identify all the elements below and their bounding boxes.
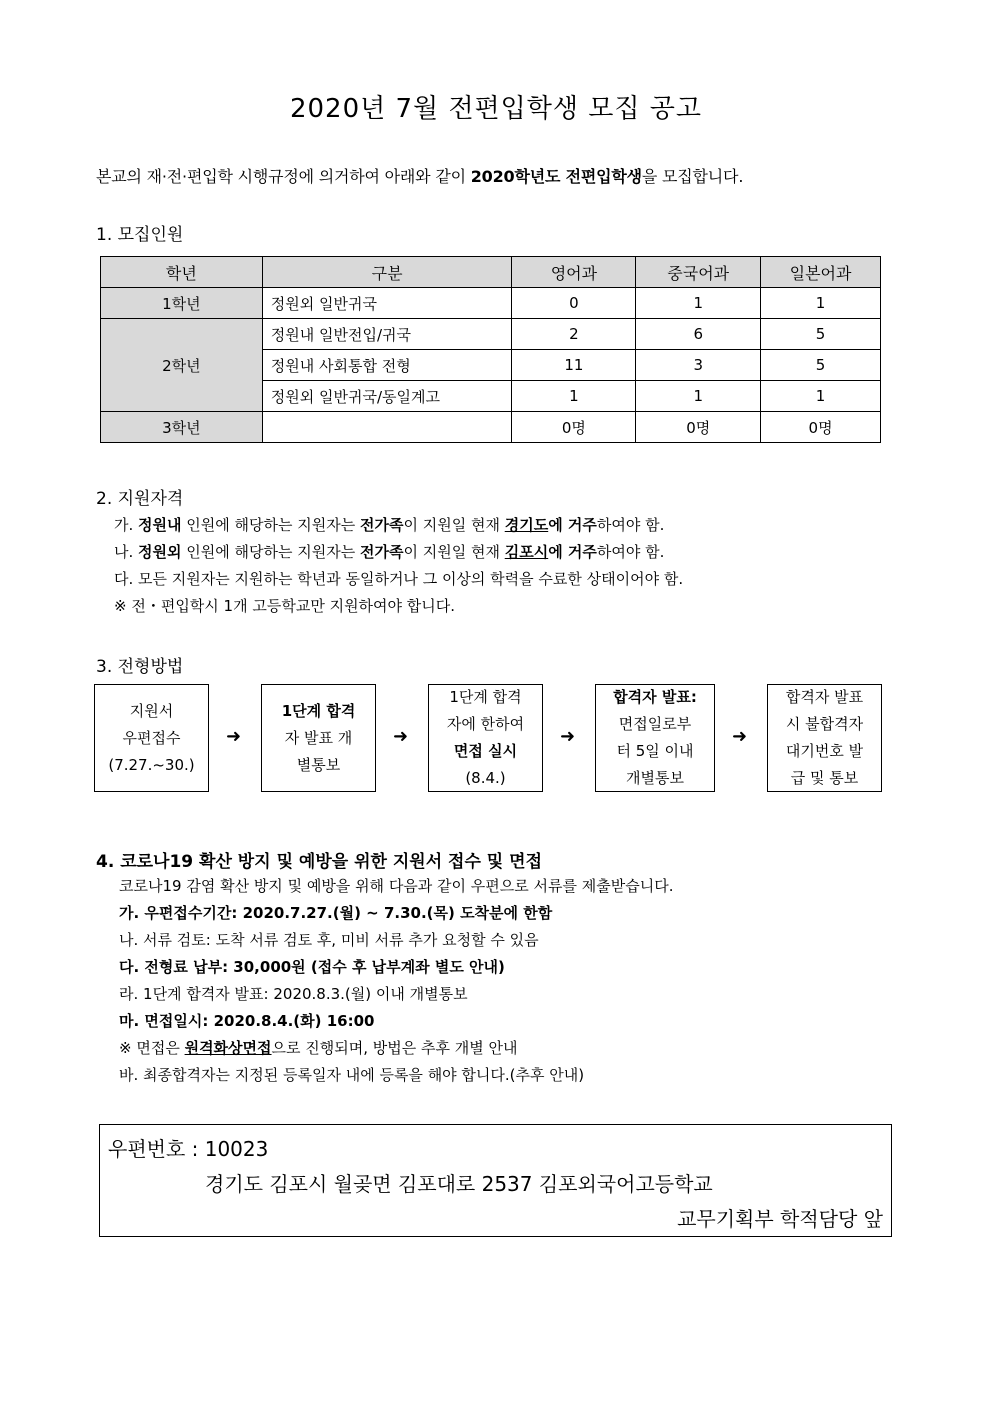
text-underlined: 원격화상면접 <box>184 1039 272 1057</box>
eligibility-note: ※ 전・편입학시 1개 고등학교만 지원하여야 합니다. <box>114 597 456 615</box>
english-cell: 0 <box>512 288 636 319</box>
recipient: 교무기획부 학적담당 앞 <box>677 1207 883 1231</box>
text-bold: 에 거주 <box>548 516 597 534</box>
arrow-icon: ➜ <box>226 726 242 747</box>
mailing-address-box <box>99 1124 892 1237</box>
step-text: (8.4.) <box>465 769 506 787</box>
step-text: 우편접수 <box>122 728 181 747</box>
procedure-item-ra: 라. 1단계 합격자 발표: 2020.8.3.(월) 이내 개별통보 <box>119 985 468 1003</box>
text-bold: 전가족 <box>359 516 404 534</box>
step-text: 시 불합격자 <box>785 715 864 733</box>
section-1-heading: 1. 모집인원 <box>96 225 184 245</box>
eligibility-item-c: 다. 모든 지원자는 지원하는 학년과 동일하거나 그 이상의 학력을 수료한 상태이어야 함. <box>114 570 684 588</box>
grade-cell: 2학년 <box>101 319 263 412</box>
step-text: 면접일로부 <box>618 715 692 733</box>
text: 이 지원일 현재 <box>403 516 505 534</box>
table-row <box>101 412 881 443</box>
text: 이 지원일 현재 <box>403 543 505 561</box>
japanese-cell: 5 <box>761 350 881 381</box>
arrow-icon: ➜ <box>393 726 409 747</box>
text-bold: 전가족 <box>359 543 404 561</box>
grade-cell: 1학년 <box>101 288 263 319</box>
table-row <box>101 319 881 350</box>
text: 가. <box>114 516 139 534</box>
japanese-cell: 0명 <box>761 412 881 443</box>
step-text: 개별통보 <box>626 769 684 787</box>
english-cell: 11 <box>512 350 636 381</box>
text-bold: 정원내 <box>138 516 182 534</box>
header-chinese: 중국어과 <box>636 257 761 288</box>
japanese-cell: 5 <box>761 319 881 350</box>
japanese-cell: 1 <box>761 288 881 319</box>
eligibility-item-b <box>114 539 683 566</box>
process-step-3 <box>428 684 543 792</box>
step-text: 지원서 <box>129 701 174 720</box>
eligibility-item-a <box>114 512 683 539</box>
chinese-cell: 0명 <box>636 412 761 443</box>
chinese-cell: 3 <box>636 350 761 381</box>
step-text: 자 발표 개 <box>284 728 353 747</box>
procedure-item-na: 나. 서류 검토: 도착 서류 검토 후, 미비 서류 추가 요청할 수 있음 <box>119 931 539 949</box>
step-text: 대기번호 발 <box>785 742 864 760</box>
procedure-item-ba: 바. 최종합격자는 지정된 등록일자 내에 등록을 해야 합니다.(추후 안내) <box>119 1066 585 1084</box>
procedure-intro: 코로나19 감염 확산 방지 및 예방을 위해 다음과 같이 우편으로 서류를 제출받습니다. <box>119 877 674 895</box>
process-step-2 <box>261 684 376 792</box>
step-text: 합격자 발표 <box>785 688 864 706</box>
text: 하여야 함. <box>596 543 665 561</box>
english-cell: 0명 <box>512 412 636 443</box>
japanese-cell: 1 <box>761 381 881 412</box>
english-cell: 1 <box>512 381 636 412</box>
arrow-icon: ➜ <box>732 726 748 747</box>
table-row <box>101 288 881 319</box>
covid-procedure-list <box>119 873 673 1089</box>
text-bold: 정원외 <box>138 543 182 561</box>
text: 나. <box>114 543 139 561</box>
chinese-cell: 1 <box>636 288 761 319</box>
text: 인원에 해당하는 지원자는 <box>181 516 360 534</box>
arrow-icon: ➜ <box>560 726 576 747</box>
category-cell <box>262 412 512 443</box>
procedure-item-ma: 마. 면접일시: 2020.8.4.(화) 16:00 <box>119 1012 375 1030</box>
table-header-row <box>101 257 881 288</box>
page-title: 2020년 7월 전편입학생 모집 공고 <box>289 94 703 124</box>
process-step-5 <box>767 684 882 792</box>
text: 하여야 함. <box>596 516 665 534</box>
step-text: 별통보 <box>296 755 341 774</box>
text-bold: 에 거주 <box>548 543 597 561</box>
intro-paragraph <box>96 164 743 187</box>
street-address: 경기도 김포시 월곶면 김포대로 2537 김포외국어고등학교 <box>205 1172 713 1196</box>
step-text: 터 5일 이내 <box>616 742 694 760</box>
eligibility-list <box>114 512 683 620</box>
step-text-bold: 합격자 발표: <box>613 688 697 706</box>
procedure-item-da: 다. 전형료 납부: 30,000원 (접수 후 납부계좌 별도 안내) <box>119 958 505 976</box>
intro-text-2: 을 모집합니다. <box>641 167 744 186</box>
text-underlined: 김포시 <box>504 543 549 561</box>
text-underlined: 경기도 <box>504 516 549 534</box>
grade-cell: 3학년 <box>101 412 263 443</box>
category-cell: 정원내 사회통합 전형 <box>262 350 512 381</box>
section-3-heading: 3. 전형방법 <box>96 657 184 677</box>
section-4-heading: 4. 코로나19 확산 방지 및 예방을 위한 지원서 접수 및 면접 <box>96 852 542 872</box>
chinese-cell: 1 <box>636 381 761 412</box>
header-english: 영어과 <box>512 257 636 288</box>
step-text-bold: 면접 실시 <box>453 742 518 760</box>
recruitment-table <box>100 256 881 443</box>
category-cell: 정원외 일반귀국/동일계고 <box>262 381 512 412</box>
english-cell: 2 <box>512 319 636 350</box>
category-cell: 정원외 일반귀국 <box>262 288 512 319</box>
step-text: (7.27.~30.) <box>108 755 195 774</box>
text: 인원에 해당하는 지원자는 <box>181 543 360 561</box>
step-text: 자에 한하여 <box>446 715 525 733</box>
section-2-heading: 2. 지원자격 <box>96 489 184 509</box>
header-grade: 학년 <box>101 257 263 288</box>
intro-highlight: 2020학년도 전편입학생 <box>470 167 642 186</box>
process-step-4 <box>595 684 715 792</box>
header-japanese: 일본어과 <box>761 257 881 288</box>
category-cell: 정원내 일반전입/귀국 <box>262 319 512 350</box>
procedure-note <box>119 1035 673 1062</box>
step-text: 1단계 합격 <box>449 688 522 706</box>
process-step-1 <box>94 684 209 792</box>
step-text-bold: 1단계 합격 <box>281 701 356 720</box>
chinese-cell: 6 <box>636 319 761 350</box>
intro-text-1: 본교의 재·전·편입학 시행규정에 의거하여 아래와 같이 <box>96 167 471 186</box>
procedure-item-ga: 가. 우편접수기간: 2020.7.27.(월) ~ 7.30.(목) 도착분에 한함 <box>119 904 553 922</box>
text: 으로 진행되며, 방법은 추후 개별 안내 <box>271 1039 518 1057</box>
text: ※ 면접은 <box>119 1039 185 1057</box>
header-category: 구분 <box>262 257 512 288</box>
step-text: 급 및 통보 <box>790 769 859 787</box>
postal-code: 우편번호 : 10023 <box>108 1137 269 1161</box>
